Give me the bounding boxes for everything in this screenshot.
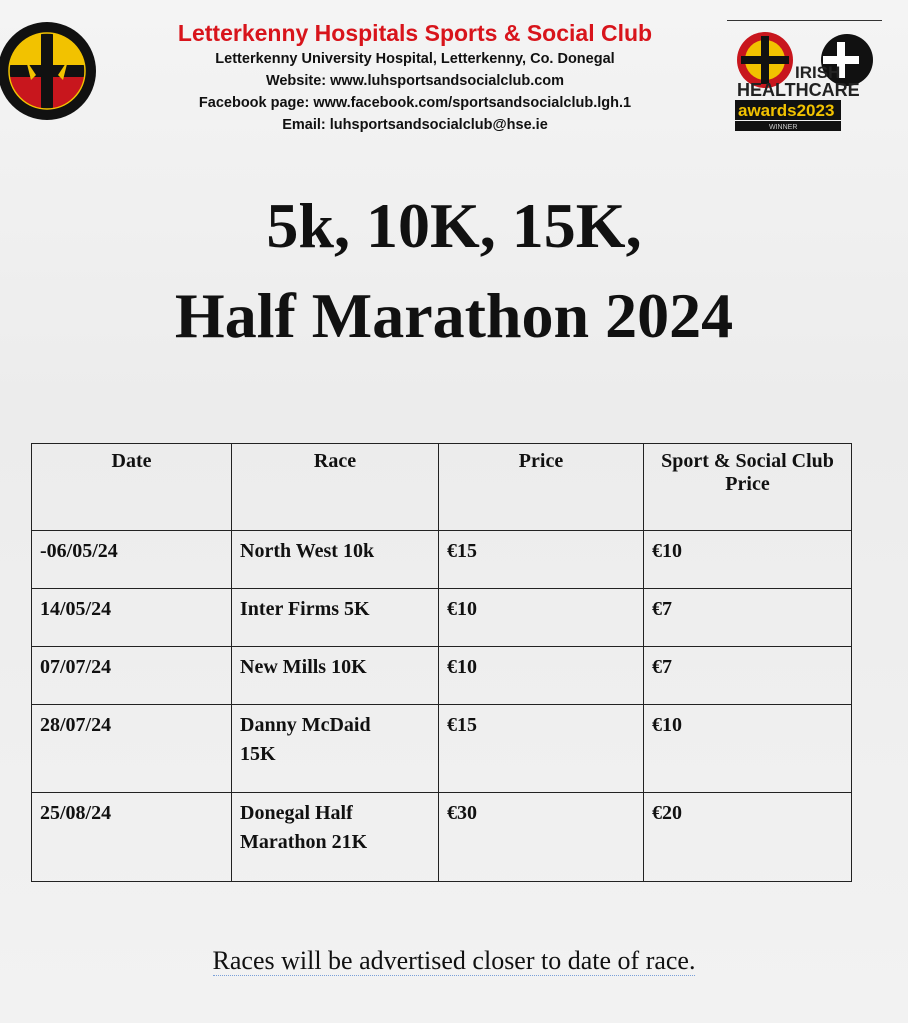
irish-healthcare-awards-badge [727,18,882,134]
date-cell: -06/05/24 [32,531,232,589]
club-price-cell: €7 [644,589,852,647]
column-header-price: Price [439,444,644,531]
table-row [32,705,852,793]
award-line-3: awards2023 [738,101,835,120]
race-cell: Donegal Half Marathon 21K [232,793,439,882]
date-cell: 07/07/24 [32,647,232,705]
column-header-club-price: Sport & Social Club Price [644,444,852,531]
club-price-cell: €10 [644,531,852,589]
letterhead [0,0,908,150]
date-cell: 14/05/24 [32,589,232,647]
email-line[interactable]: Email: luhsportsandsocialclub@hse.ie [282,117,548,133]
award-line-1: IRISH [795,63,841,82]
table-row [32,647,852,705]
award-line-2: HEALTHCARE [737,80,860,100]
facebook-line[interactable]: Facebook page: www.facebook.com/sportsandsocialclub.lgh.1 [198,95,632,111]
price-cell: €10 [439,647,644,705]
table-row [32,793,852,882]
date-cell: 28/07/24 [32,705,232,793]
column-header-race: Race [232,444,439,531]
club-price-cell: €7 [644,647,852,705]
footer-note [0,946,908,976]
column-header-date: Date [32,444,232,531]
club-crest-logo [0,20,98,122]
table-header-row [32,444,852,531]
award-line-4: WINNER [769,124,798,131]
table-row [32,531,852,589]
race-cell: North West 10k [232,531,439,589]
race-cell: New Mills 10K [232,647,439,705]
price-cell: €10 [439,589,644,647]
date-cell: 25/08/24 [32,793,232,882]
race-schedule-table [31,443,852,882]
race-cell: Inter Firms 5K [232,589,439,647]
footer-text: Races will be advertised closer to date of race. [212,946,696,975]
race-cell: Danny McDaid 15K [232,705,439,793]
club-price-cell: €20 [644,793,852,882]
club-price-cell: €10 [644,705,852,793]
price-cell: €15 [439,531,644,589]
address-line: Letterkenny University Hospital, Letterkenny, Co. Donegal [215,51,615,67]
event-title-line-2: Half Marathon 2024 [174,280,734,351]
event-title-line-1: 5k, 10K, 15K, [266,190,642,261]
website-line[interactable]: Website: www.luhsportsandsocialclub.com [265,73,565,89]
table-row [32,589,852,647]
club-name: Letterkenny Hospitals Sports & Social Club [177,20,653,46]
price-cell: €30 [439,793,644,882]
price-cell: €15 [439,705,644,793]
